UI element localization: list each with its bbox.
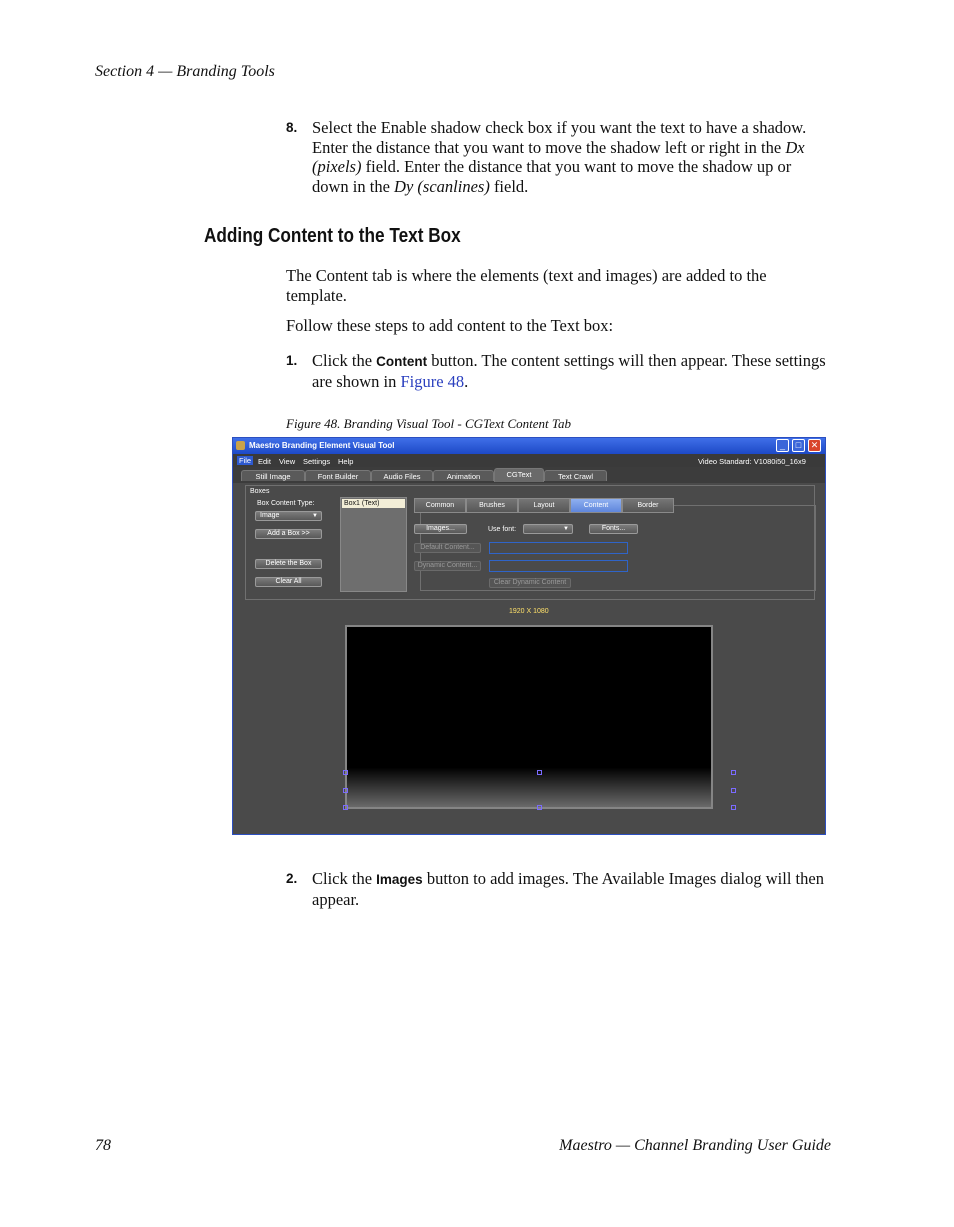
step-text (312, 118, 831, 196)
paragraph: The Content tab is where the elements (text and images) are added to the template. (286, 266, 767, 305)
step-number: 8. (286, 120, 298, 135)
tab-common[interactable]: Common (414, 498, 466, 513)
chevron-down-icon: ▼ (312, 513, 318, 519)
resize-handle[interactable] (343, 805, 348, 810)
images-button[interactable]: Images... (414, 524, 467, 534)
delete-box-button[interactable]: Delete the Box (255, 559, 322, 569)
fonts-button[interactable]: Fonts... (589, 524, 638, 534)
running-footer: Maestro — Channel Branding User Guide (559, 1137, 831, 1154)
menu-help[interactable]: Help (338, 457, 354, 466)
tab-audio-files[interactable]: Audio Files (371, 470, 433, 481)
tab-still-image[interactable]: Still Image (241, 470, 305, 481)
running-header: Section 4 — Branding Tools (95, 63, 275, 80)
tab-border[interactable]: Border (622, 498, 674, 513)
menu-settings[interactable]: Settings (303, 457, 331, 466)
step-number: 2. (286, 871, 298, 886)
chevron-down-icon: ▼ (563, 526, 569, 532)
step-8 (286, 118, 831, 196)
box-content-type-label: Box Content Type: (257, 500, 315, 507)
menu-bar (233, 454, 825, 467)
step-text (312, 351, 831, 391)
step-2 (286, 869, 831, 909)
resize-handle[interactable] (537, 805, 542, 810)
use-font-label: Use font: (488, 526, 517, 533)
step-number: 1. (286, 353, 298, 368)
figure-link[interactable]: Figure 48 (400, 371, 465, 391)
window-title: Maestro Branding Element Visual Tool (249, 441, 395, 450)
select-value: Image (260, 512, 280, 519)
text-run: field. Enter the distance that you want to move the shadow up or down in the (312, 157, 792, 196)
text-run: field. (489, 176, 529, 196)
resize-handle[interactable] (731, 770, 736, 775)
tab-text-crawl[interactable]: Text Crawl (544, 470, 607, 481)
clear-all-button[interactable]: Clear All (255, 577, 322, 587)
minimize-icon[interactable]: _ (776, 439, 789, 452)
tab-content[interactable]: Content (570, 498, 622, 513)
text-run: Click the (312, 351, 377, 370)
text-run: button. The content settings will then appear. These settings are shown in (312, 351, 826, 391)
box-list[interactable] (340, 497, 407, 592)
text-run: Select the Enable shadow check box if you want the text to have a shadow. Enter the distance that you want to move the shadow left or right in the (312, 118, 807, 157)
maximize-icon[interactable]: □ (792, 439, 805, 452)
resize-handle[interactable] (537, 770, 542, 775)
tab-font-builder[interactable]: Font Builder (305, 470, 371, 481)
tab-brushes[interactable]: Brushes (466, 498, 518, 513)
video-standard: Video Standard: V1080i50_16x9 (698, 457, 806, 466)
menu-edit[interactable]: Edit (258, 457, 271, 466)
menu-view[interactable]: View (279, 457, 296, 466)
add-box-button[interactable]: Add a Box >> (255, 529, 322, 539)
menu-file[interactable]: File (239, 456, 252, 465)
list-item[interactable]: Box1 (Text) (342, 499, 405, 508)
text-run: Click the (312, 869, 377, 888)
dynamic-content-field[interactable] (489, 560, 628, 572)
button-reference: Content (376, 354, 428, 369)
dynamic-content-button[interactable]: Dynamic Content... (414, 561, 481, 571)
boxes-label: Boxes (250, 488, 270, 495)
app-icon (236, 441, 245, 450)
font-select[interactable] (523, 524, 573, 534)
field-name-dx: Dx (pixels) (312, 137, 805, 177)
field-name-dy: Dy (scanlines) (394, 176, 490, 196)
screenshot-window (232, 437, 826, 835)
step-1 (286, 351, 831, 391)
boxes-panel (245, 485, 815, 600)
figure-caption: Figure 48. Branding Visual Tool - CGText Content Tab (286, 416, 571, 431)
paragraph: Follow these steps to add content to the Text box: (286, 316, 614, 335)
default-content-field[interactable] (489, 542, 628, 554)
step-text (312, 869, 831, 909)
text-run: button to add images. The Available Images dialog will then appear. (312, 869, 824, 909)
button-reference: Images (376, 872, 423, 887)
preview-canvas[interactable] (345, 625, 713, 809)
resize-handle[interactable] (731, 788, 736, 793)
clear-dynamic-content-button[interactable]: Clear Dynamic Content (489, 578, 571, 588)
resolution-label: 1920 X 1080 (509, 608, 549, 615)
section-heading: Adding Content to the Text Box (204, 225, 461, 247)
default-content-button[interactable]: Default Content... (414, 543, 481, 553)
main-tabs (233, 467, 825, 483)
text-run: . (464, 371, 469, 391)
tab-cgtext[interactable]: CGText (494, 468, 544, 482)
resize-handle[interactable] (343, 770, 348, 775)
page-number: 78 (95, 1137, 111, 1154)
resize-handle[interactable] (343, 788, 348, 793)
tab-animation[interactable]: Animation (433, 470, 494, 481)
box-content-type-select[interactable] (255, 511, 322, 521)
tab-layout[interactable]: Layout (518, 498, 570, 513)
title-bar (233, 438, 825, 454)
close-icon[interactable]: ✕ (808, 439, 821, 452)
resize-handle[interactable] (731, 805, 736, 810)
